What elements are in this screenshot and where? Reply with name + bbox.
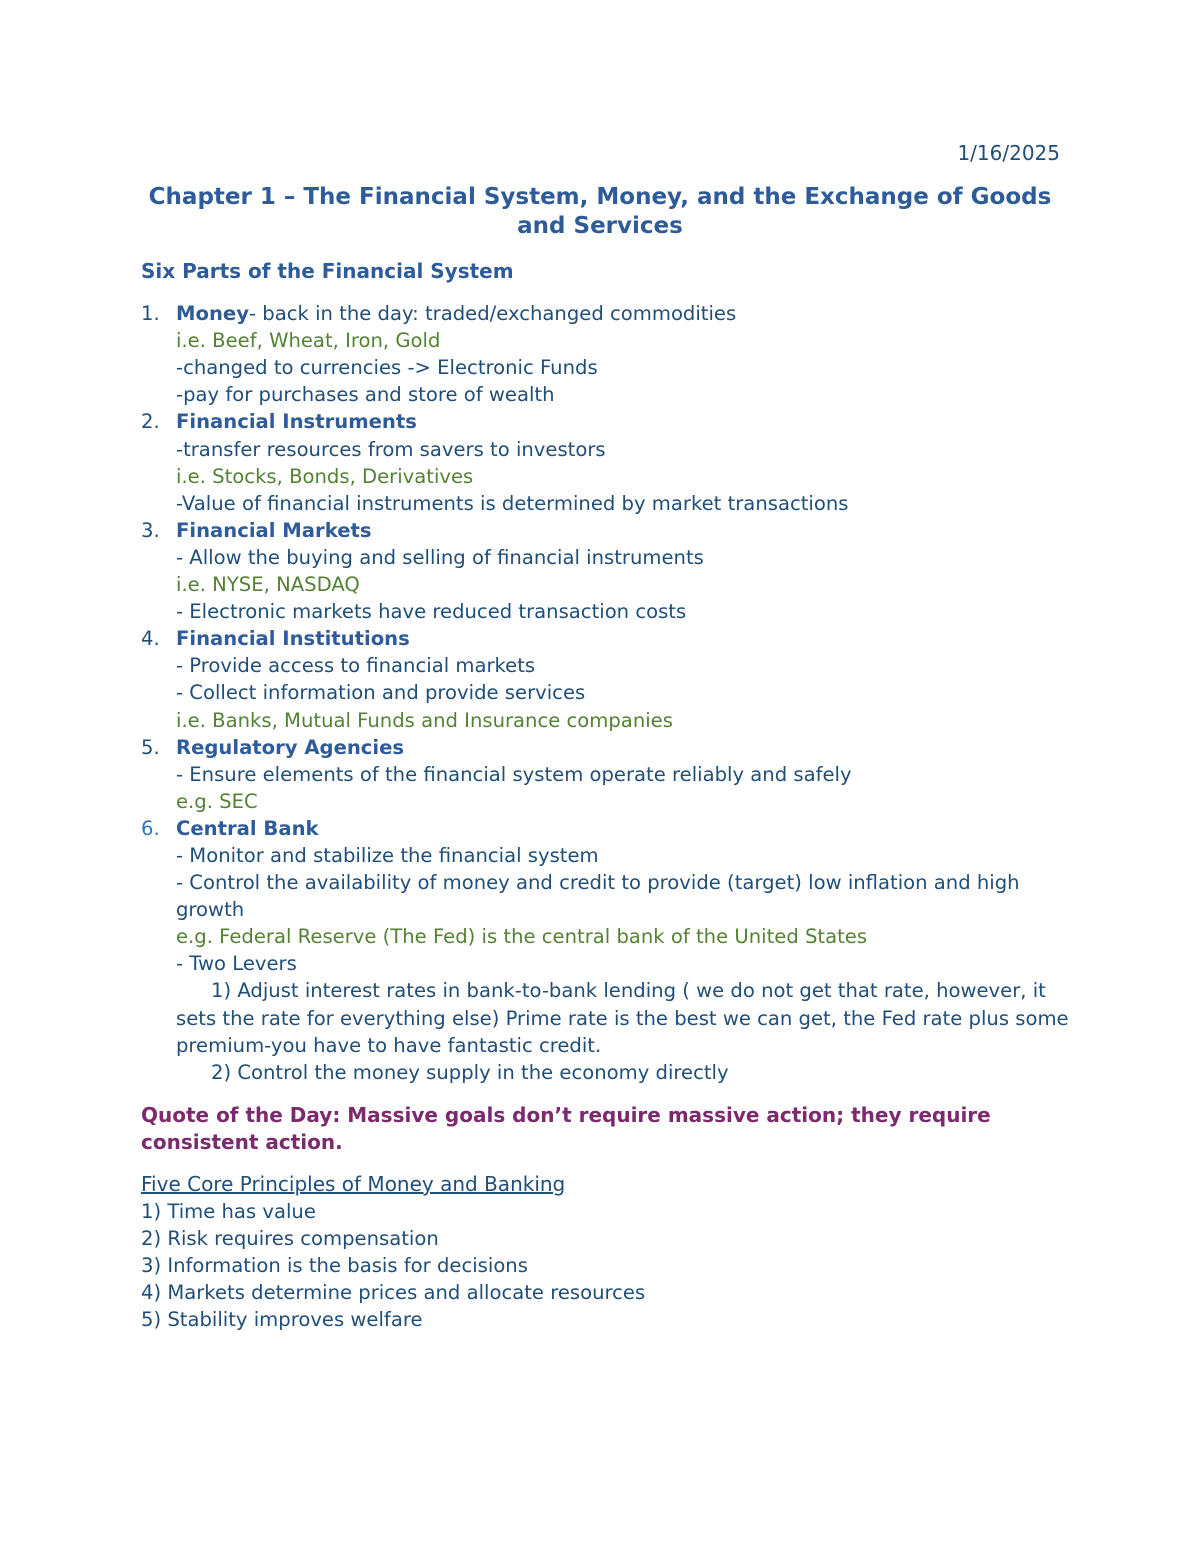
list-item bbox=[141, 517, 1071, 625]
list-item: 4) Markets determine prices and allocate resources bbox=[141, 1281, 646, 1305]
part-example: e.g. SEC bbox=[176, 789, 258, 813]
part-heading: Financial Institutions bbox=[176, 627, 410, 651]
list-number: 4. bbox=[141, 627, 160, 651]
part-note: -transfer resources from savers to investors bbox=[176, 437, 606, 461]
part-heading: Central Bank bbox=[176, 816, 319, 840]
list-item bbox=[141, 300, 1071, 408]
list-item: 2) Risk requires compensation bbox=[141, 1227, 439, 1251]
list-item: 1) Time has value bbox=[141, 1200, 316, 1224]
levers-label: - Two Levers bbox=[176, 952, 297, 976]
list-item bbox=[141, 625, 1071, 733]
part-heading: Regulatory Agencies bbox=[176, 735, 405, 759]
part-example: i.e. Beef, Wheat, Iron, Gold bbox=[176, 329, 441, 353]
part-note: - Control the availability of money and credit to provide (target) low inflation and high growth bbox=[176, 871, 1020, 922]
part-note: -pay for purchases and store of wealth bbox=[176, 383, 555, 407]
list-number: 2. bbox=[141, 410, 160, 434]
list-number: 6. bbox=[141, 816, 160, 840]
part-note: -Value of financial instruments is determined by market transactions bbox=[176, 491, 849, 515]
part-example: i.e. Banks, Mutual Funds and Insurance companies bbox=[176, 708, 673, 732]
document-date: 1/16/2025 bbox=[957, 141, 1060, 165]
part-example: i.e. NYSE, NASDAQ bbox=[176, 573, 360, 597]
part-note: - Collect information and provide services bbox=[176, 681, 586, 705]
part-note: - back in the day: traded/exchanged commodities bbox=[248, 302, 737, 326]
list-number: 5. bbox=[141, 735, 160, 759]
part-note: - Provide access to financial markets bbox=[176, 654, 536, 678]
list-item: 5) Stability improves welfare bbox=[141, 1308, 423, 1332]
lever-item: 1) Adjust interest rates in bank-to-bank lending ( we do not get that rate, however, it sets the rate for everything else) Prime rate is the best we can get, the Fed rate plus some premium-you have to have fantastic credit. bbox=[176, 979, 1069, 1057]
part-example: e.g. Federal Reserve (The Fed) is the central bank of the United States bbox=[176, 925, 868, 949]
part-note: -changed to currencies -> Electronic Funds bbox=[176, 356, 598, 380]
part-note: - Monitor and stabilize the financial system bbox=[176, 843, 599, 867]
principles-list bbox=[141, 1198, 1071, 1333]
part-heading: Financial Instruments bbox=[176, 410, 417, 434]
lever-item: 2) Control the money supply in the economy directly bbox=[211, 1060, 729, 1084]
six-parts-list bbox=[141, 300, 1071, 1086]
list-item bbox=[141, 815, 1071, 1086]
part-heading: Financial Markets bbox=[176, 518, 372, 542]
list-number: 1. bbox=[141, 302, 160, 326]
part-note: - Allow the buying and selling of financial instruments bbox=[176, 545, 704, 569]
list-item bbox=[141, 408, 1071, 516]
document-body bbox=[141, 258, 1071, 1334]
list-item bbox=[141, 734, 1071, 815]
list-item: 3) Information is the basis for decisions bbox=[141, 1254, 528, 1278]
list-number: 3. bbox=[141, 518, 160, 542]
part-example: i.e. Stocks, Bonds, Derivatives bbox=[176, 464, 474, 488]
part-heading: Money bbox=[176, 302, 249, 326]
quote-of-the-day: Quote of the Day: Massive goals don’t require massive action; they require consistent action. bbox=[141, 1102, 991, 1154]
six-parts-heading: Six Parts of the Financial System bbox=[141, 259, 514, 283]
chapter-title: Chapter 1 – The Financial System, Money, and the Exchange of Goods and Services bbox=[148, 184, 1052, 239]
principles-heading: Five Core Principles of Money and Banking bbox=[141, 1172, 566, 1196]
part-note: - Ensure elements of the financial system operate reliably and safely bbox=[176, 762, 852, 786]
part-note: - Electronic markets have reduced transaction costs bbox=[176, 600, 687, 624]
